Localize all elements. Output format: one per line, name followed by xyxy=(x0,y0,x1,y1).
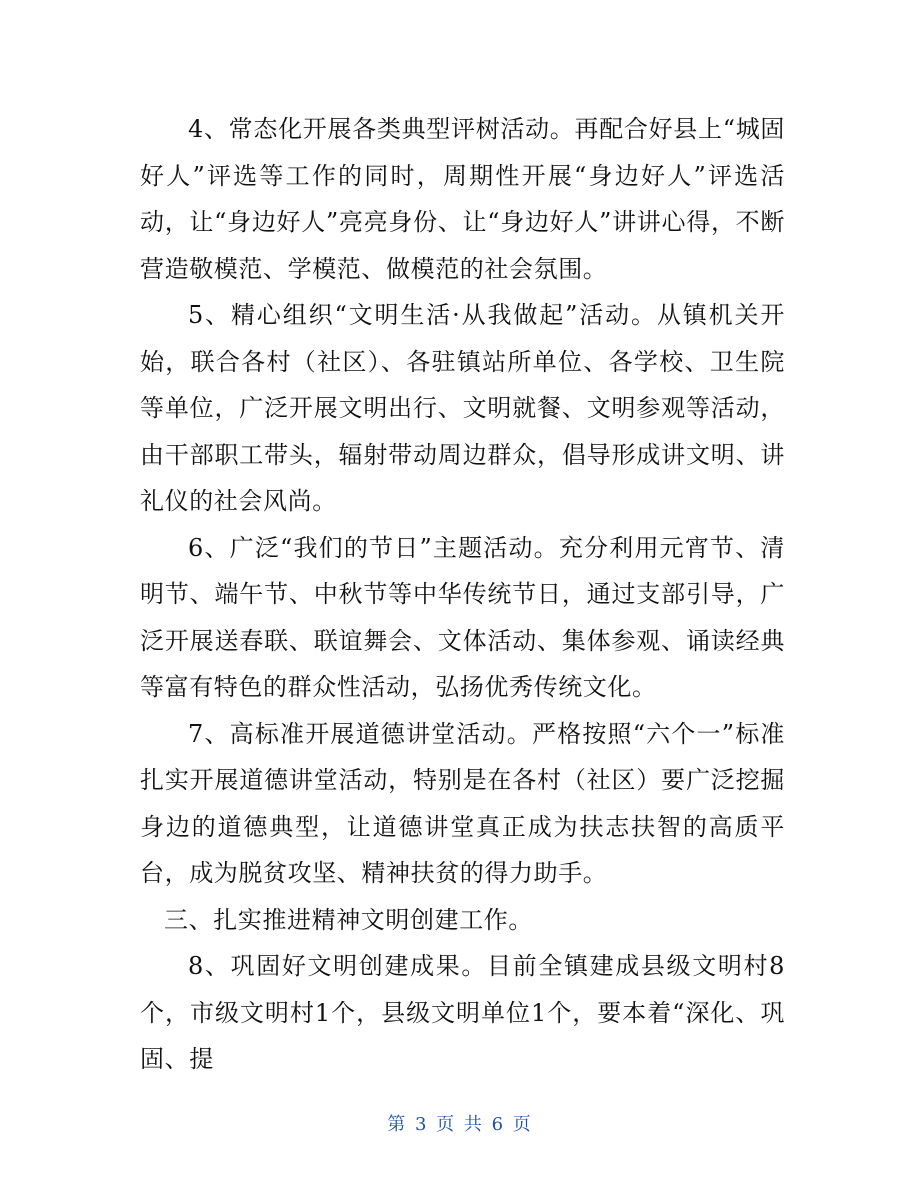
section-heading-3: 三、扎实推进精神文明创建工作。 xyxy=(164,905,533,934)
paragraph-6: 6、广泛“我们的节日”主题活动。充分利用元宵节、清明节、端午节、中秋节等中华传统节日，通过支部引导，广泛开展送春联、联谊舞会、文体活动、集体参观、诵读经典等富有特色的群众性活动，弘扬优秀传统文化。 xyxy=(140,533,785,701)
document-body xyxy=(140,106,785,1083)
paragraph-7: 7、高标准开展道德讲堂活动。严格按照“六个一”标准扎实开展道德讲堂活动，特别是在各村（社区）要广泛挖掘身边的道德典型，让道德讲堂真正成为扶志扶智的高质平台，成为脱贫攻坚、精神扶贫的得力助手。 xyxy=(140,719,785,887)
page-footer: 第 3 页 共 6 页 xyxy=(387,1114,533,1135)
paragraph-8: 8、巩固好文明创建成果。目前全镇建成县级文明村8个，市级文明村1个，县级文明单位1个，要本着“深化、巩固、提 xyxy=(140,952,785,1073)
paragraph-4: 4、常态化开展各类典型评树活动。再配合好县上“城固好人”评选等工作的同时，周期性开展“身边好人”评选活动，让“身边好人”亮亮身份、让“身边好人”讲讲心得，不断营造敬模范、学模范、做模范的社会氛围。 xyxy=(140,115,785,283)
paragraph-5: 5、精心组织“文明生活·从我做起”活动。从镇机关开始，联合各村（社区）、各驻镇站所单位、各学校、卫生院等单位，广泛开展文明出行、文明就餐、文明参观等活动，由干部职工带头，辐射带动周边群众，倡导形成讲文明、讲礼仪的社会风尚。 xyxy=(140,301,785,515)
